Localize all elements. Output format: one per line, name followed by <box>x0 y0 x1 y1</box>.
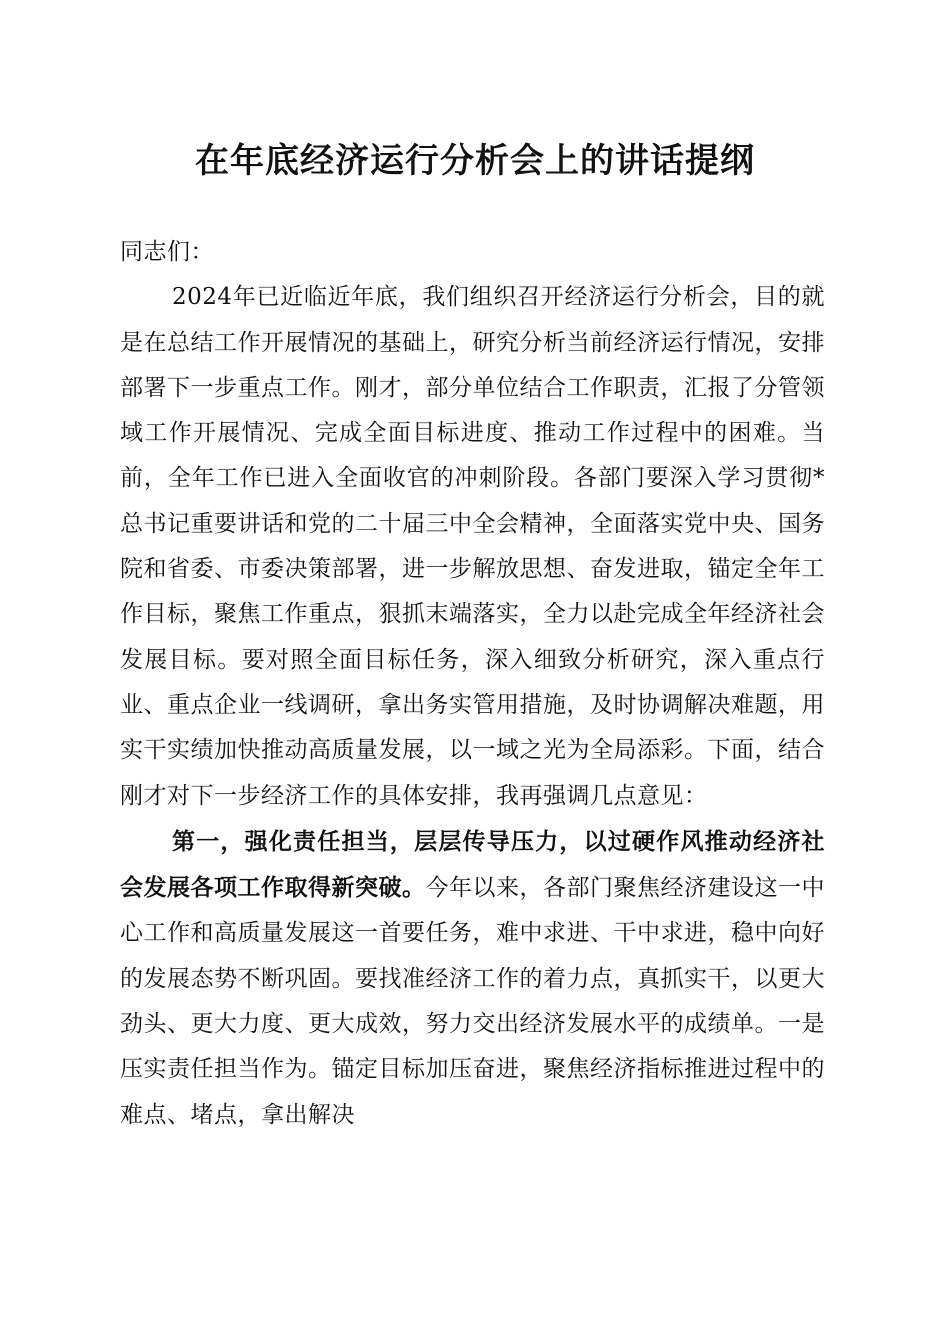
paragraph-intro: 2024年已近临近年底，我们组织召开经济运行分析会，目的就是在总结工作开展情况的基础上，研究分析当前经济运行情况，安排部署下一步重点工作。刚才，部分单位结合工作职责，汇报了分管领域工作开展情况、完成全面目标进度、推动工作过程中的困难。当前，全年工作已进入全面收官的冲刺阶段。各部门要深入学习贯彻*总书记重要讲话和党的二十届三中全会精神，全面落实党中央、国务院和省委、市委决策部署，进一步解放思想、奋发进取，锚定全年工作目标，聚焦工作重点，狠抓末端落实，全力以赴完成全年经济社会发展目标。要对照全面目标任务，深入细致分析研究，深入重点行业、重点企业一线调研，拿出务实管用措施，及时协调解决难题，用实干实绩加快推动高质量发展，以一域之光为全局添彩。下面，结合刚才对下一步经济工作的具体安排，我再强调几点意见： <box>120 284 825 809</box>
first-point-body: 今年以来，各部门聚焦经济建设这一中心工作和高质量发展这一首要任务，难中求进、干中求进，稳中向好的发展态势不断巩固。要找准经济工作的着力点，真抓实干，以更大劲头、更大力度、更大成效，努力交出经济发展水平的成绩单。一是压实责任担当作为。锚定目标加压奋进，聚焦经济指标推进过程中的难点、堵点，拿出解决 <box>120 875 825 1128</box>
document-body <box>120 230 825 1138</box>
document-title: 在年底经济运行分析会上的讲话提纲 <box>195 141 755 181</box>
paragraph-first-point <box>120 819 825 1138</box>
salutation: 同志们： <box>120 239 214 265</box>
first-point-heading: 第一，强化责任担当，层层传导压力，以过硬作风推动经济社会发展各项工作取得新突破。 <box>120 827 825 902</box>
